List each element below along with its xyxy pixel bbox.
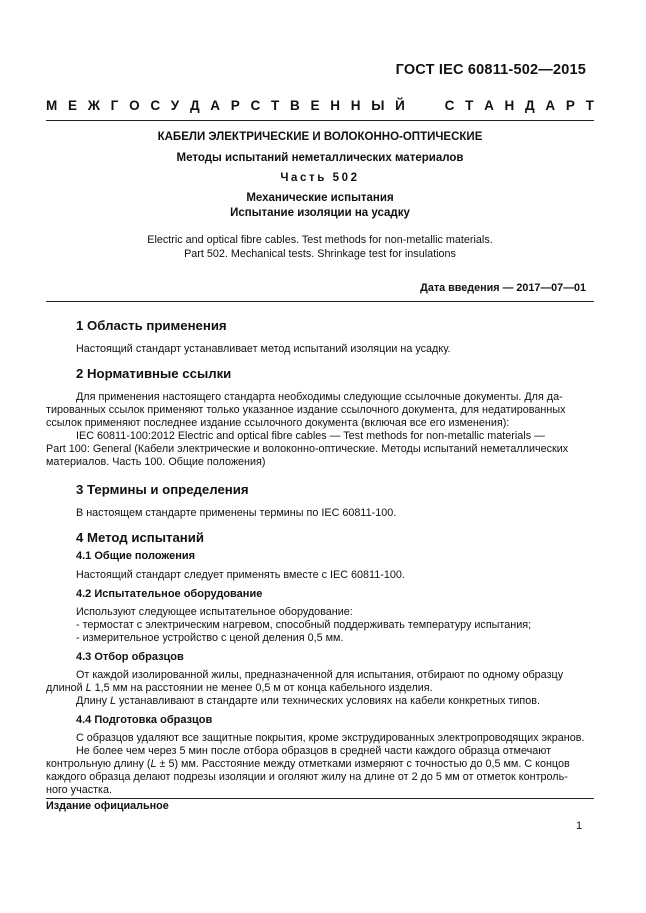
banner-letter: Р (565, 98, 575, 113)
banner-letter: Е (310, 98, 320, 113)
banner-letter: С (150, 98, 161, 113)
introduction-date: Дата введения — 2017—07—01 (420, 282, 586, 294)
subsection-4-4-heading: 4.4 Подготовка образцов (76, 714, 213, 726)
banner-letter: М (46, 98, 58, 113)
title-line-4: Механические испытания (246, 192, 394, 204)
subsection-4-4-line-3: контрольную длину (L ± 5) мм. Расстояние между отметками измеряют с точностью до 0,5 мм. С концов (46, 758, 570, 770)
section-2-line-2: тированных ссылок применяют только указанное издание ссылочного документа, для недатированных (46, 404, 566, 416)
banner-letter: Е (67, 98, 77, 113)
standard-code: ГОСТ IEC 60811-502—2015 (395, 62, 586, 78)
subsection-4-2-line-3: - измерительное устройство с ценой деления 0,5 мм. (76, 632, 344, 644)
banner-letter: А (545, 98, 556, 113)
banner-letter: Н (350, 98, 361, 113)
banner-letter: Д (525, 98, 535, 113)
title-line-2: Методы испытаний неметаллических материалов (176, 152, 464, 164)
banner-letter: С (250, 98, 261, 113)
banner-letter: А (210, 98, 221, 113)
banner-letter: Н (504, 98, 515, 113)
subsection-4-4-line-5: ного участка. (46, 784, 113, 796)
section-3-text: В настоящем стандарте применены термины по IEC 60811-100. (76, 507, 397, 519)
subsection-4-1-text: Настоящий стандарт следует применять вместе с IEC 60811-100. (76, 569, 405, 581)
banner-letter: Т (271, 98, 280, 113)
banner-letter: Й (395, 98, 405, 113)
banner-letter: О (129, 98, 140, 113)
banner-letter: А (484, 98, 494, 113)
section-2-line-5: Part 100: General (Кабели электрические и волоконно-оптические. Методы испытаний неметаллических (46, 443, 569, 455)
banner-letter: Д (189, 98, 200, 113)
subsection-4-3-line-2: длиной L 1,5 мм на расстоянии не менее 0,5 м от конца кабельного изделия. (46, 682, 433, 694)
header-rule (46, 120, 594, 121)
subsection-4-1-heading: 4.1 Общие положения (76, 550, 196, 562)
section-1-heading: 1 Область применения (76, 318, 227, 333)
section-2-line-3: ссылок применяют последнее издание ссылочного документа (включая все его изменения): (46, 417, 510, 429)
banner-letter: Т (465, 98, 474, 113)
banner-letter: С (444, 98, 455, 113)
footer-rule (46, 798, 594, 799)
banner-letter (430, 98, 434, 113)
banner-letter: Н (330, 98, 340, 113)
intro-rule (46, 301, 594, 302)
subsection-4-4-line-4: каждого образца делают подрезы изоляции и оголяют жилу на длине от 2 до 5 мм от отметок контроль- (46, 771, 568, 783)
interstate-standard-banner (46, 98, 594, 113)
subsection-4-4-line-1: С образцов удаляют все защитные покрытия, кроме экструдированных электропроводящих экранов. (76, 732, 585, 744)
banner-letter: Р (230, 98, 240, 113)
page-number: 1 (576, 820, 583, 832)
subsection-4-2-line-1: Используют следующее испытательное оборудование: (76, 606, 353, 618)
title-line-5: Испытание изоляции на усадку (230, 207, 410, 219)
banner-letter: У (170, 98, 180, 113)
banner-letter: Ы (371, 98, 385, 113)
section-2-line-6: материалов. Часть 100. Общие положения) (46, 456, 266, 468)
subsection-4-2-line-2: - термостат с электрическим нагревом, способный поддерживать температуру испытания; (76, 619, 532, 631)
english-title-1: Electric and optical fibre cables. Test methods for non-metallic materials. (147, 234, 493, 246)
banner-letter: В (290, 98, 300, 113)
banner-letter (416, 98, 420, 113)
english-title-2: Part 502. Mechanical tests. Shrinkage test for insulations (184, 248, 456, 260)
section-3-heading: 3 Термины и определения (76, 482, 249, 497)
section-2-line-1: Для применения настоящего стандарта необходимы следующие ссылочные документы. Для да- (76, 391, 563, 403)
section-2-heading: 2 Нормативные ссылки (76, 366, 232, 381)
title-part: Часть 502 (280, 172, 360, 184)
section-4-heading: 4 Метод испытаний (76, 530, 204, 545)
subsection-4-3-heading: 4.3 Отбор образцов (76, 651, 184, 663)
title-line-1: КАБЕЛИ ЭЛЕКТРИЧЕСКИЕ И ВОЛОКОННО-ОПТИЧЕСКИЕ (157, 131, 483, 143)
official-edition-label: Издание официальное (46, 800, 169, 812)
subsection-4-4-line-2: Не более чем через 5 мин после отбора образцов в средней части каждого образца отмечают (76, 745, 552, 757)
section-1-text: Настоящий стандарт устанавливает метод испытаний изоляции на усадку. (76, 343, 451, 355)
banner-letter: Ж (87, 98, 100, 113)
subsection-4-3-line-1: От каждой изолированной жилы, предназначенной для испытания, отбирают по одному образцу (76, 669, 564, 681)
banner-letter: Г (110, 98, 119, 113)
subsection-4-2-heading: 4.2 Испытательное оборудование (76, 588, 263, 600)
banner-letter: Т (585, 98, 594, 113)
subsection-4-3-line-3: Длину L устанавливают в стандарте или технических условиях на кабели конкретных типов. (76, 695, 540, 707)
section-2-line-4: IEC 60811-100:2012 Electric and optical fibre cables — Test methods for non-metallic materials — (76, 430, 545, 442)
